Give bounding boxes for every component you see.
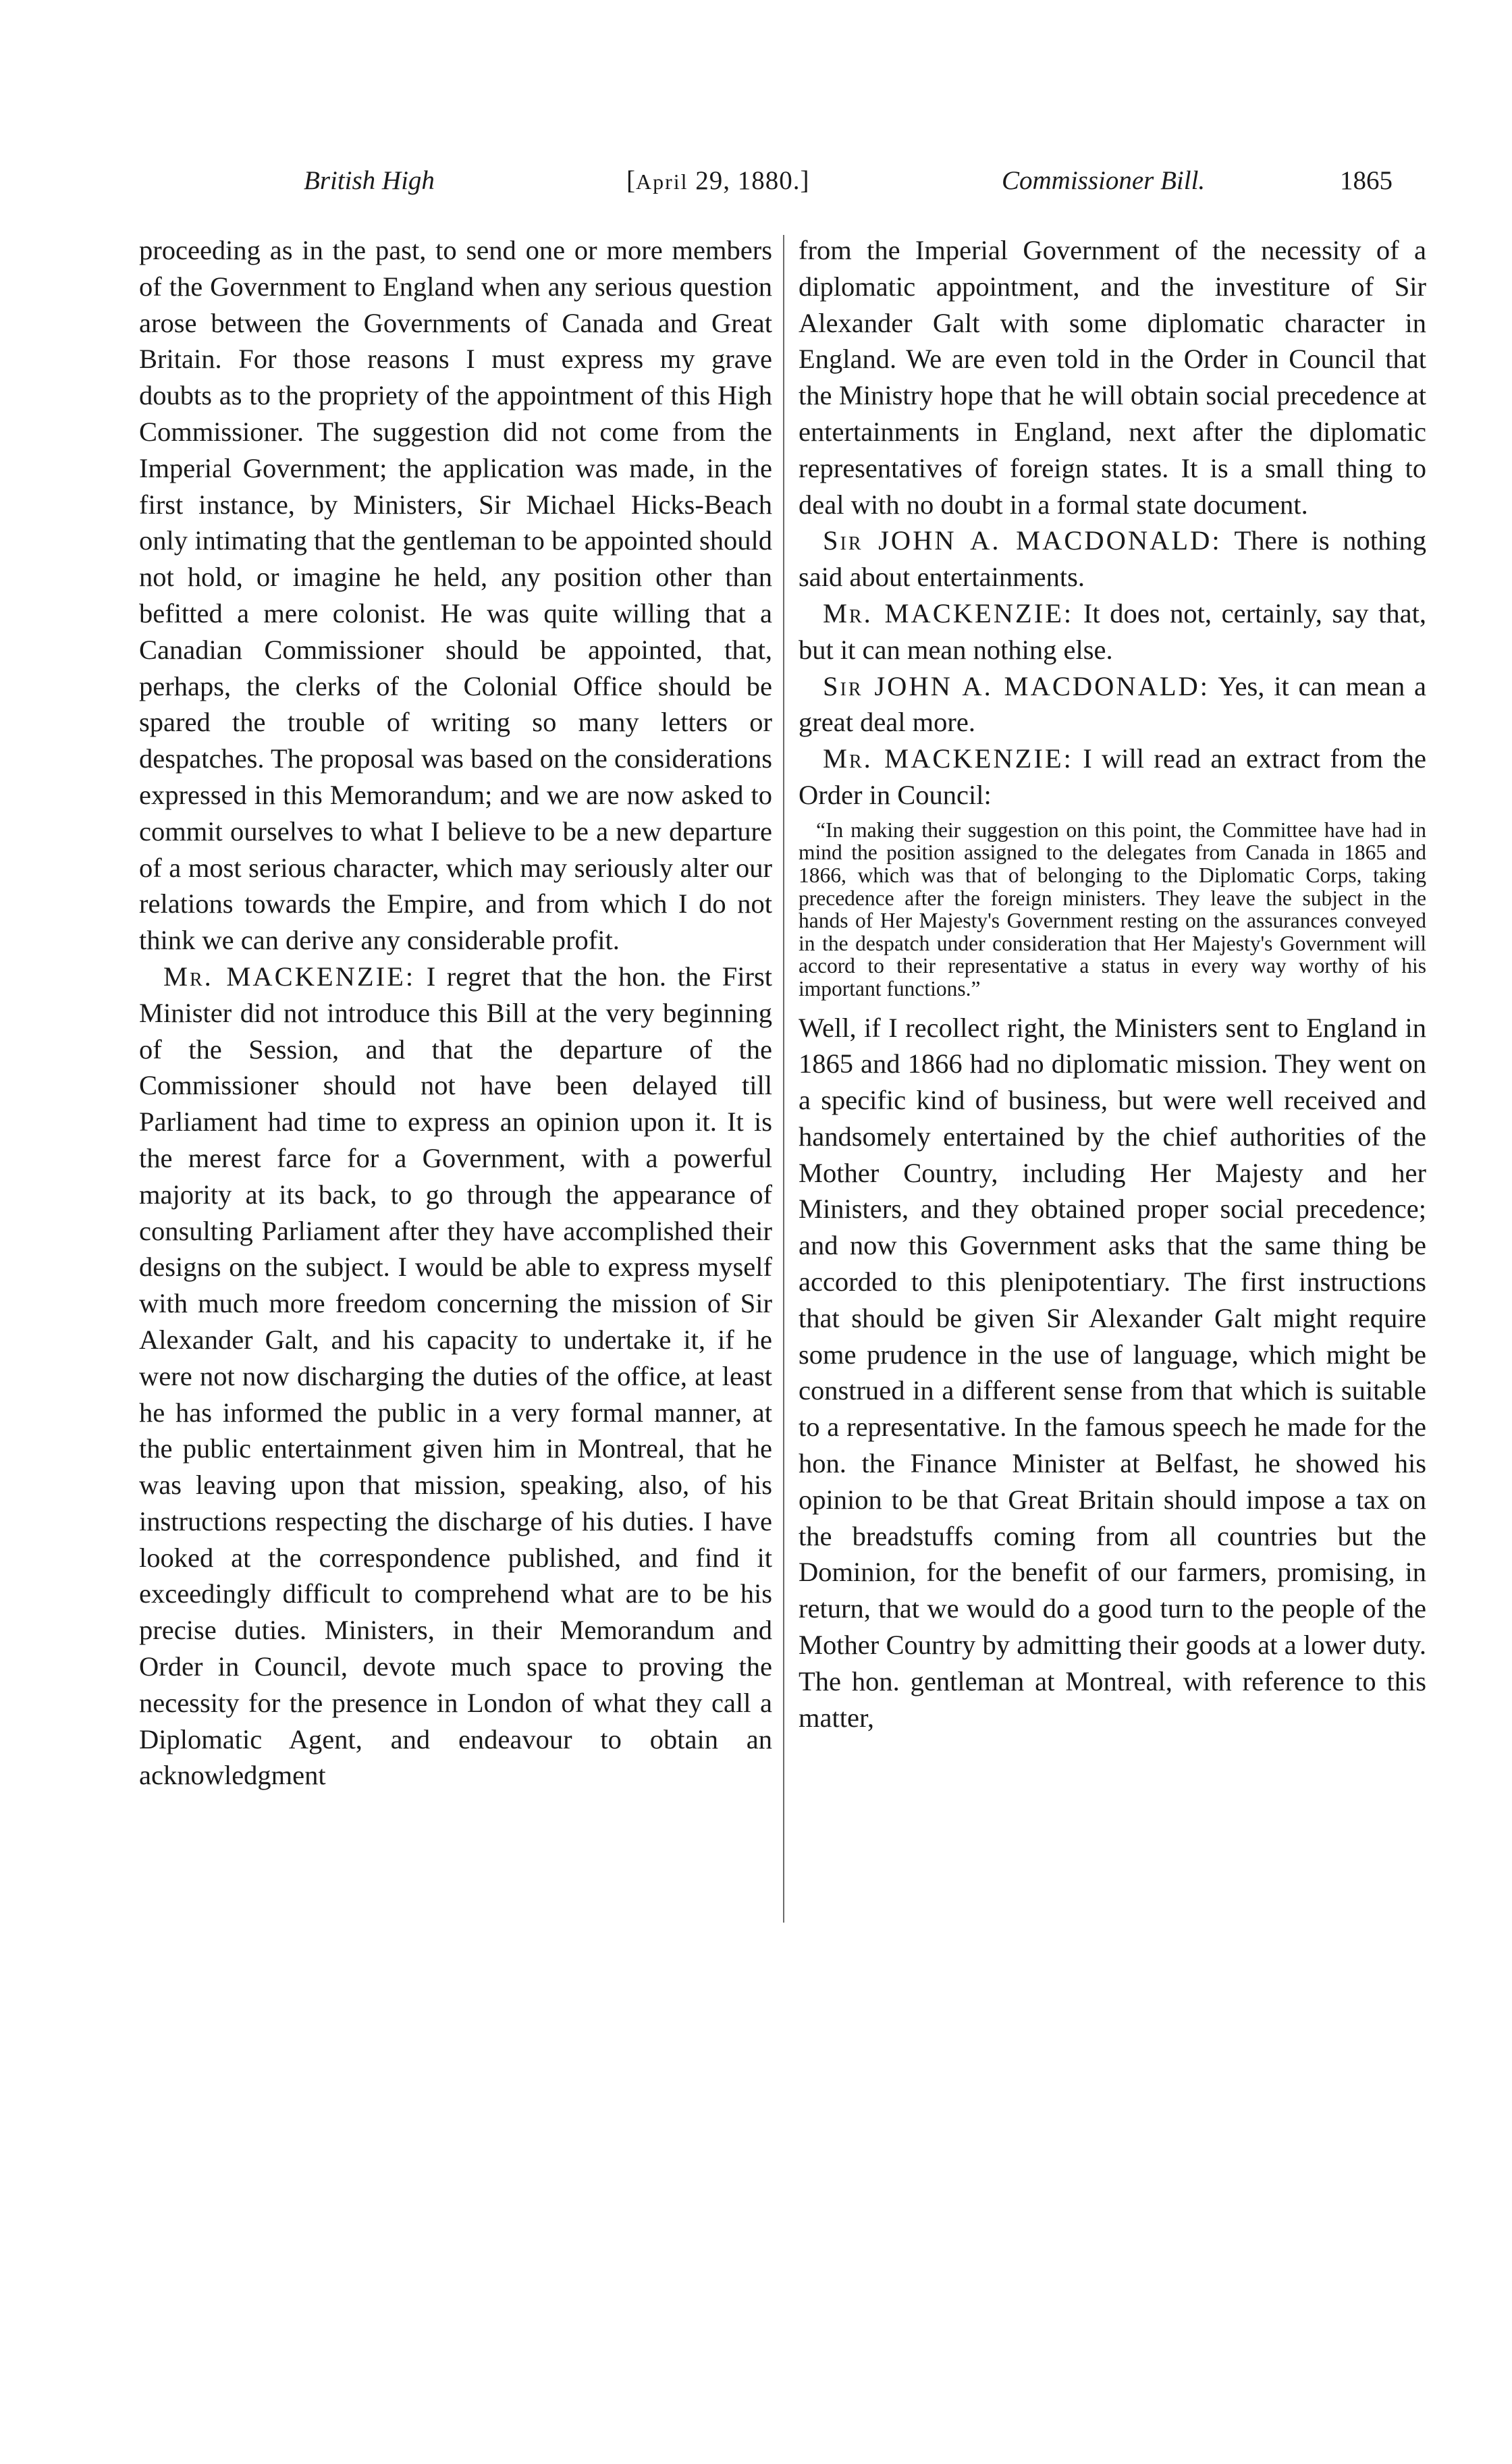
speaker-name: Sir JOHN A. MACDONALD: <box>823 670 1210 701</box>
speaker-name: Mr. MACKENZIE: <box>163 961 416 992</box>
running-header-left: British High <box>304 166 435 195</box>
right-column <box>799 232 1426 1736</box>
date-bracket: [ <box>626 166 636 195</box>
speech-text: It does not, certainly, say that, but it can mean nothing else. <box>799 597 1426 665</box>
paragraph: proceeding as in the past, to send one or more members of the Government to England when any serious question arose between the Governments of Canada and Great Britain. For those reasons I must express my grave doubts as to the propriety of the appointment of this High Commissioner. The suggestion did not come from the Imperial Government; the application was made, in the first instance, by Ministers, Sir Michael Hicks-Beach only intimating that the gentleman to be appointed should not hold, or imagine he held, any position other than befitted a mere colonist. He was quite willing that a Canadian Commissioner should be appointed, that, perhaps, the clerks of the Colonial Office should be spared the trouble of writing so many letters or despatches. The proposal was based on the considerations expressed in this Memorandum; and we are now asked to commit ourselves to what I believe to be a new departure of a most serious character, which may seriously alter our relations towards the Empire, and from which I do not think we can derive any considerable profit. <box>139 235 772 956</box>
speech-text: I regret that the hon. the First Minister did not introduce this Bill at the very beginning of the Session, and that the departure of the Commissioner should not have been delayed till Parliament had time to express an opinion upon it. It is the merest farce for a Government, with a powerful majority at its back, to go through the appearance of consulting Parliament after they have accomplished their designs on the subject. I would be able to express myself with much more freedom concerning the mission of Sir Alexander Galt, and his capacity to undertake it, if he were not now discharging the duties of the office, at least he has informed the public in a very formal manner, at the public entertainment given him in Montreal, that he was leaving upon that mission, speaking, also, of his instructions respecting the discharge of his duties. I have looked at the correspondence published, and find it exceedingly difficult to comprehend what are to be his precise duties. Ministers, in their Memorandum and Order in Council, devote much space to proving the necessity for the presence in London of what they call a Diplomatic Agent, and endeavour to obtain an acknowledgment <box>139 961 772 1791</box>
speaker-name: Mr. MACKENZIE: <box>823 743 1073 774</box>
speech-paragraph <box>799 668 1426 741</box>
date-rest: 29, 1880.] <box>688 166 810 195</box>
speech-text: There is nothing said about entertainments. <box>799 525 1427 593</box>
left-column <box>139 232 772 1794</box>
speaker-name: Sir JOHN A. MACDONALD: <box>823 525 1222 556</box>
date-month: April <box>636 169 688 194</box>
speech-paragraph <box>799 523 1426 595</box>
speech-paragraph <box>799 741 1426 813</box>
page-number: 1865 <box>1340 166 1393 195</box>
column-divider <box>783 235 784 1923</box>
speech-paragraph <box>799 595 1426 668</box>
speech-paragraph <box>139 959 772 1794</box>
block-quote: “In making their suggestion on this point, the Committee have had in mind the position assigned to the delegates from Canada in 1865 and 1866, which was that of belonging to the Diplomatic Corps, taking precedence after the foreign ministers. They leave the subject in the hands of Her Majesty's Government resting on the assurances conveyed in the despatch under consideration that Her Majesty's Government will accord to their representative a status in every way worthy of his important functions.” <box>799 818 1426 1000</box>
speaker-name: Mr. MACKENZIE: <box>823 597 1074 628</box>
paragraph: from the Imperial Government of the necessity of a diplomatic appointment, and the investiture of Sir Alexander Galt with some diplomatic character in England. We are even told in the Order in Council that the Ministry hope that he will obtain social precedence at entertainments in England, next after the diplomatic representatives of foreign states. It is a small thing to deal with no doubt in a formal state document. <box>799 235 1426 520</box>
paragraph: Well, if I recollect right, the Ministers sent to England in 1865 and 1866 had no diplomatic mission. They went on a specific kind of business, but were well received and handsomely entertained by the chief authorities of the Mother Country, including Her Majesty and her Ministers, and they obtained proper social precedence; and now this Government asks that the same thing be accorded to this plenipotentiary. The first instructions that should be given Sir Alexander Galt might require some prudence in the use of language, which might be construed in a different sense from that which is suitable to a representative. In the famous speech he made for the hon. the Finance Minister at Belfast, he showed his opinion to be that Great Britain should impose a tax on the breadstuffs coming from all countries but the Dominion, for the benefit of our farmers, promising, in return, that we would do a good turn to the people of the Mother Country by admitting their goods at a lower duty. The hon. gentleman at Montreal, with reference to this matter, <box>799 1012 1426 1733</box>
speech-text: I will read an extract from the Order in Council: <box>799 743 1426 810</box>
speech-text: Yes, it can mean a great deal more. <box>799 670 1426 738</box>
running-header-right: Commissioner Bill. <box>1002 166 1206 195</box>
running-header-date <box>626 161 810 201</box>
